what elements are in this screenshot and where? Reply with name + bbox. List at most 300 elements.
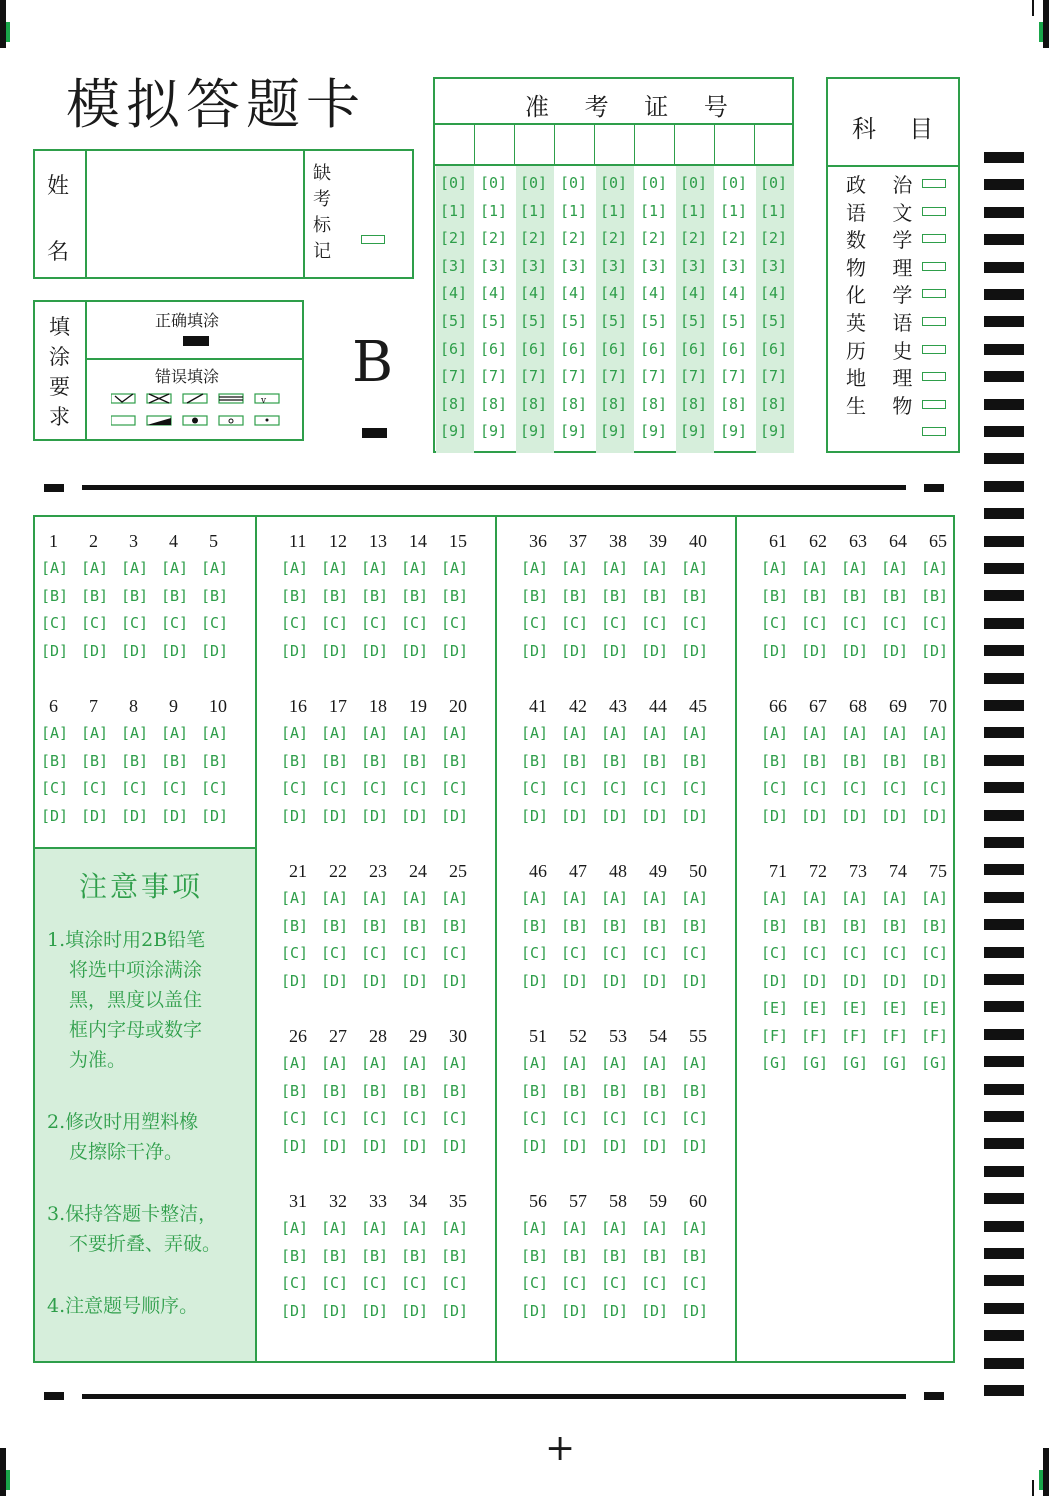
exam-id-bubble[interactable]: [5] [440,312,468,330]
exam-id-bubble[interactable]: [8] [760,394,788,413]
answer-bubble[interactable]: [D] [641,1301,669,1320]
answer-bubble[interactable]: [B] [361,916,389,935]
exam-id-bubble[interactable]: [1] [760,201,788,220]
answer-bubble[interactable]: [C] [601,1274,629,1292]
answer-bubble[interactable]: [C] [601,1109,629,1127]
answer-bubble[interactable]: [C] [841,614,869,632]
exam-id-bubble[interactable]: [9] [680,422,708,441]
answer-bubble[interactable]: [E] [761,999,789,1017]
answer-bubble[interactable]: [A] [281,724,309,742]
answer-bubble[interactable]: [D] [641,971,669,990]
answer-bubble[interactable]: [D] [361,641,389,660]
answer-bubble[interactable]: [D] [321,806,349,825]
answer-bubble[interactable]: [C] [121,779,149,797]
answer-bubble[interactable]: [D] [641,806,669,825]
answer-bubble[interactable]: [A] [161,559,189,577]
exam-id-bubble[interactable]: [1] [680,201,708,220]
answer-bubble[interactable]: [A] [401,559,429,577]
answer-bubble[interactable]: [C] [441,944,469,962]
answer-bubble[interactable]: [A] [521,559,549,577]
answer-bubble[interactable]: [D] [321,641,349,660]
answer-bubble[interactable]: [C] [921,944,949,962]
answer-bubble[interactable]: [C] [561,779,589,797]
answer-bubble[interactable]: [B] [561,751,589,770]
answer-bubble[interactable]: [C] [361,944,389,962]
answer-bubble[interactable]: [A] [521,1219,549,1237]
answer-bubble[interactable]: [B] [681,751,709,770]
exam-id-bubble[interactable]: [2] [440,229,468,248]
answer-bubble[interactable]: [C] [281,1109,309,1127]
answer-bubble[interactable]: [B] [361,751,389,770]
exam-id-bubble[interactable]: [7] [760,367,788,386]
answer-bubble[interactable]: [A] [361,889,389,907]
answer-bubble[interactable]: [D] [561,806,589,825]
exam-id-bubble[interactable]: [7] [560,367,588,386]
answer-bubble[interactable]: [B] [521,1246,549,1265]
answer-bubble[interactable]: [B] [121,586,149,605]
answer-bubble[interactable]: [A] [881,724,909,742]
answer-bubble[interactable]: [A] [641,724,669,742]
answer-bubble[interactable]: [A] [161,724,189,742]
answer-bubble[interactable]: [A] [681,724,709,742]
answer-bubble[interactable]: [D] [521,1136,549,1155]
exam-id-bubble[interactable]: [0] [480,174,508,192]
answer-bubble[interactable]: [D] [561,971,589,990]
answer-bubble[interactable]: [D] [401,806,429,825]
exam-id-bubble[interactable]: [4] [720,284,748,303]
exam-id-bubble[interactable]: [5] [600,312,628,330]
answer-bubble[interactable]: [D] [681,1301,709,1320]
subject-bubble[interactable] [922,400,946,409]
answer-bubble[interactable]: [A] [681,1219,709,1237]
answer-bubble[interactable]: [C] [161,614,189,632]
answer-bubble[interactable]: [A] [41,559,69,577]
answer-bubble[interactable]: [D] [361,1301,389,1320]
answer-bubble[interactable]: [B] [41,751,69,770]
exam-id-bubble[interactable]: [8] [520,394,548,413]
answer-bubble[interactable]: [D] [641,1136,669,1155]
exam-id-bubble[interactable]: [8] [720,394,748,413]
answer-bubble[interactable]: [A] [521,889,549,907]
answer-bubble[interactable]: [A] [281,1219,309,1237]
answer-bubble[interactable]: [D] [801,806,829,825]
answer-bubble[interactable]: [A] [841,724,869,742]
answer-bubble[interactable]: [C] [641,779,669,797]
subject-bubble[interactable] [922,262,946,271]
exam-id-bubble[interactable]: [2] [560,229,588,248]
answer-bubble[interactable]: [A] [801,889,829,907]
answer-bubble[interactable]: [D] [401,1136,429,1155]
answer-bubble[interactable]: [D] [801,641,829,660]
answer-bubble[interactable]: [A] [601,1054,629,1072]
answer-bubble[interactable]: [A] [641,1219,669,1237]
answer-bubble[interactable]: [A] [921,889,949,907]
answer-bubble[interactable]: [B] [521,1081,549,1100]
answer-bubble[interactable]: [C] [321,779,349,797]
answer-bubble[interactable]: [B] [441,916,469,935]
exam-id-bubble[interactable]: [5] [520,312,548,330]
answer-bubble[interactable]: [C] [881,614,909,632]
answer-bubble[interactable]: [B] [281,1081,309,1100]
answer-bubble[interactable]: [C] [361,1109,389,1127]
answer-bubble[interactable]: [A] [801,559,829,577]
exam-id-bubble[interactable]: [1] [440,201,468,220]
answer-bubble[interactable]: [B] [201,586,229,605]
answer-bubble[interactable]: [C] [921,779,949,797]
answer-bubble[interactable]: [C] [601,614,629,632]
answer-bubble[interactable]: [D] [881,806,909,825]
answer-bubble[interactable]: [E] [921,999,949,1017]
answer-bubble[interactable]: [C] [441,1274,469,1292]
answer-bubble[interactable]: [B] [521,586,549,605]
subject-bubble[interactable] [922,207,946,216]
exam-id-bubble[interactable]: [7] [520,367,548,386]
answer-bubble[interactable]: [D] [601,806,629,825]
answer-bubble[interactable]: [C] [201,614,229,632]
exam-id-bubble[interactable]: [1] [720,201,748,220]
exam-id-bubble[interactable]: [2] [640,229,668,248]
answer-bubble[interactable]: [A] [641,1054,669,1072]
answer-bubble[interactable]: [D] [401,971,429,990]
answer-bubble[interactable]: [B] [921,916,949,935]
answer-bubble[interactable]: [B] [641,751,669,770]
subject-bubble[interactable] [922,179,946,188]
answer-bubble[interactable]: [B] [921,586,949,605]
answer-bubble[interactable]: [A] [321,559,349,577]
answer-bubble[interactable]: [C] [761,614,789,632]
answer-bubble[interactable]: [A] [321,1054,349,1072]
exam-id-bubble[interactable]: [5] [560,312,588,330]
answer-bubble[interactable]: [B] [601,1081,629,1100]
answer-bubble[interactable]: [D] [441,806,469,825]
answer-bubble[interactable]: [D] [841,971,869,990]
answer-bubble[interactable]: [B] [81,586,109,605]
answer-bubble[interactable]: [B] [401,751,429,770]
answer-bubble[interactable]: [B] [401,1246,429,1265]
exam-id-bubble[interactable]: [0] [440,174,468,192]
answer-bubble[interactable]: [F] [801,1026,829,1045]
answer-bubble[interactable]: [B] [641,1246,669,1265]
exam-id-bubble[interactable]: [3] [560,256,588,275]
answer-bubble[interactable]: [C] [681,1109,709,1127]
answer-bubble[interactable]: [C] [441,1109,469,1127]
exam-id-bubble[interactable]: [7] [720,367,748,386]
answer-bubble[interactable]: [B] [641,1081,669,1100]
answer-bubble[interactable]: [C] [441,779,469,797]
answer-bubble[interactable]: [A] [41,724,69,742]
answer-bubble[interactable]: [A] [441,559,469,577]
answer-bubble[interactable]: [B] [801,751,829,770]
answer-bubble[interactable]: [B] [921,751,949,770]
answer-bubble[interactable]: [C] [161,779,189,797]
answer-bubble[interactable]: [B] [881,751,909,770]
answer-bubble[interactable]: [A] [881,889,909,907]
answer-bubble[interactable]: [B] [281,751,309,770]
answer-bubble[interactable]: [C] [41,779,69,797]
exam-id-bubble[interactable]: [2] [520,229,548,248]
answer-bubble[interactable]: [D] [441,641,469,660]
answer-bubble[interactable]: [D] [121,641,149,660]
answer-bubble[interactable]: [B] [681,1081,709,1100]
answer-bubble[interactable]: [C] [401,1109,429,1127]
answer-bubble[interactable]: [D] [121,806,149,825]
answer-bubble[interactable]: [B] [761,916,789,935]
answer-bubble[interactable]: [D] [881,971,909,990]
answer-bubble[interactable]: [A] [321,889,349,907]
exam-id-bubble[interactable]: [4] [560,284,588,303]
exam-id-bubble[interactable]: [9] [640,422,668,441]
answer-bubble[interactable]: [D] [681,641,709,660]
exam-id-bubble[interactable]: [6] [640,339,668,358]
answer-bubble[interactable]: [A] [561,1219,589,1237]
answer-bubble[interactable]: [D] [801,971,829,990]
answer-bubble[interactable]: [B] [641,916,669,935]
answer-bubble[interactable]: [A] [201,724,229,742]
answer-bubble[interactable]: [C] [921,614,949,632]
answer-bubble[interactable]: [C] [521,779,549,797]
answer-bubble[interactable]: [B] [401,586,429,605]
answer-bubble[interactable]: [A] [681,559,709,577]
answer-bubble[interactable]: [A] [441,1219,469,1237]
answer-bubble[interactable]: [F] [761,1026,789,1045]
answer-bubble[interactable]: [D] [81,641,109,660]
answer-bubble[interactable]: [A] [601,1219,629,1237]
answer-bubble[interactable]: [A] [401,1219,429,1237]
exam-id-bubble[interactable]: [9] [480,422,508,441]
answer-bubble[interactable]: [D] [521,971,549,990]
answer-bubble[interactable]: [C] [681,944,709,962]
exam-id-bubble[interactable]: [8] [600,394,628,413]
answer-bubble[interactable]: [B] [361,1246,389,1265]
exam-id-bubble[interactable]: [0] [600,174,628,192]
answer-bubble[interactable]: [A] [361,559,389,577]
answer-bubble[interactable]: [C] [321,1274,349,1292]
answer-bubble[interactable]: [D] [601,971,629,990]
answer-bubble[interactable]: [G] [921,1054,949,1072]
absent-mark-box[interactable] [361,235,385,244]
answer-bubble[interactable]: [B] [601,916,629,935]
exam-id-bubble[interactable]: [2] [720,229,748,248]
answer-bubble[interactable]: [A] [401,889,429,907]
answer-bubble[interactable]: [B] [801,916,829,935]
answer-bubble[interactable]: [C] [641,614,669,632]
answer-bubble[interactable]: [B] [681,586,709,605]
answer-bubble[interactable]: [D] [281,806,309,825]
answer-bubble[interactable]: [D] [681,971,709,990]
answer-bubble[interactable]: [C] [841,779,869,797]
subject-bubble[interactable] [922,372,946,381]
answer-bubble[interactable]: [A] [361,1054,389,1072]
answer-bubble[interactable]: [D] [321,1136,349,1155]
answer-bubble[interactable]: [D] [761,971,789,990]
answer-bubble[interactable]: [A] [561,559,589,577]
answer-bubble[interactable]: [A] [281,1054,309,1072]
exam-id-bubble[interactable]: [2] [760,229,788,248]
exam-id-bubble[interactable]: [0] [720,174,748,192]
answer-bubble[interactable]: [A] [441,1054,469,1072]
answer-bubble[interactable]: [D] [841,641,869,660]
exam-id-bubble[interactable]: [2] [480,229,508,248]
subject-bubble[interactable] [922,427,946,436]
exam-id-bubble[interactable]: [5] [480,312,508,330]
exam-id-bubble[interactable]: [1] [480,201,508,220]
exam-id-bubble[interactable]: [4] [480,284,508,303]
answer-bubble[interactable]: [B] [121,751,149,770]
answer-bubble[interactable]: [A] [441,724,469,742]
answer-bubble[interactable]: [D] [761,806,789,825]
answer-bubble[interactable]: [C] [601,779,629,797]
answer-bubble[interactable]: [B] [161,586,189,605]
answer-bubble[interactable]: [D] [401,1301,429,1320]
exam-id-bubble[interactable]: [4] [600,284,628,303]
answer-bubble[interactable]: [C] [561,1274,589,1292]
exam-id-bubble[interactable]: [6] [760,339,788,358]
answer-bubble[interactable]: [B] [401,1081,429,1100]
answer-bubble[interactable]: [D] [441,1301,469,1320]
exam-id-bubble[interactable]: [6] [560,339,588,358]
exam-id-bubble[interactable]: [5] [680,312,708,330]
answer-bubble[interactable]: [D] [841,806,869,825]
answer-bubble[interactable]: [C] [681,614,709,632]
answer-bubble[interactable]: [D] [41,641,69,660]
answer-bubble[interactable]: [C] [561,944,589,962]
answer-bubble[interactable]: [D] [81,806,109,825]
answer-bubble[interactable]: [A] [681,1054,709,1072]
answer-bubble[interactable]: [A] [441,889,469,907]
exam-id-bubble[interactable]: [1] [600,201,628,220]
answer-bubble[interactable]: [C] [561,1109,589,1127]
exam-id-bubble[interactable]: [5] [760,312,788,330]
answer-bubble[interactable]: [A] [761,889,789,907]
exam-id-bubble[interactable]: [4] [680,284,708,303]
answer-bubble[interactable]: [C] [601,944,629,962]
answer-bubble[interactable]: [D] [921,971,949,990]
answer-bubble[interactable]: [C] [801,614,829,632]
answer-bubble[interactable]: [C] [201,779,229,797]
answer-bubble[interactable]: [C] [401,1274,429,1292]
answer-bubble[interactable]: [C] [641,1274,669,1292]
answer-bubble[interactable]: [D] [201,806,229,825]
answer-bubble[interactable]: [C] [841,944,869,962]
answer-bubble[interactable]: [A] [121,559,149,577]
answer-bubble[interactable]: [G] [841,1054,869,1072]
answer-bubble[interactable]: [C] [441,614,469,632]
answer-bubble[interactable]: [D] [361,1136,389,1155]
exam-id-bubble[interactable]: [0] [640,174,668,192]
answer-bubble[interactable]: [D] [561,1136,589,1155]
answer-bubble[interactable]: [A] [601,559,629,577]
answer-bubble[interactable]: [F] [921,1026,949,1045]
answer-bubble[interactable]: [B] [841,586,869,605]
exam-id-bubble[interactable]: [8] [560,394,588,413]
answer-bubble[interactable]: [A] [281,889,309,907]
exam-id-bubble[interactable]: [3] [760,256,788,275]
exam-id-bubble[interactable]: [7] [440,367,468,386]
answer-bubble[interactable]: [D] [641,641,669,660]
answer-bubble[interactable]: [A] [81,559,109,577]
exam-id-bubble[interactable]: [0] [760,174,788,192]
exam-id-bubble[interactable]: [4] [640,284,668,303]
answer-bubble[interactable]: [B] [41,586,69,605]
answer-bubble[interactable]: [B] [321,916,349,935]
answer-bubble[interactable]: [E] [881,999,909,1017]
answer-bubble[interactable]: [B] [561,586,589,605]
answer-bubble[interactable]: [D] [521,1301,549,1320]
exam-id-bubble[interactable]: [6] [600,339,628,358]
exam-id-bubble[interactable]: [5] [640,312,668,330]
answer-bubble[interactable]: [B] [521,916,549,935]
answer-bubble[interactable]: [F] [881,1026,909,1045]
answer-bubble[interactable]: [D] [601,1301,629,1320]
answer-bubble[interactable]: [C] [81,779,109,797]
exam-id-bubble[interactable]: [3] [640,256,668,275]
answer-bubble[interactable]: [C] [361,1274,389,1292]
answer-bubble[interactable]: [C] [321,614,349,632]
answer-bubble[interactable]: [A] [761,559,789,577]
answer-bubble[interactable]: [B] [201,751,229,770]
answer-bubble[interactable]: [C] [761,944,789,962]
answer-bubble[interactable]: [C] [281,614,309,632]
answer-bubble[interactable]: [B] [521,751,549,770]
answer-bubble[interactable]: [D] [361,806,389,825]
answer-bubble[interactable]: [A] [641,889,669,907]
answer-bubble[interactable]: [A] [921,724,949,742]
answer-bubble[interactable]: [D] [881,641,909,660]
answer-bubble[interactable]: [D] [321,971,349,990]
answer-bubble[interactable]: [D] [361,971,389,990]
answer-bubble[interactable]: [D] [681,806,709,825]
answer-bubble[interactable]: [D] [281,1301,309,1320]
answer-bubble[interactable]: [B] [161,751,189,770]
exam-id-bubble[interactable]: [7] [640,367,668,386]
answer-bubble[interactable]: [B] [561,1081,589,1100]
answer-bubble[interactable]: [D] [601,641,629,660]
answer-bubble[interactable]: [A] [401,724,429,742]
exam-id-bubble[interactable]: [3] [720,256,748,275]
answer-bubble[interactable]: [B] [321,586,349,605]
answer-bubble[interactable]: [C] [881,779,909,797]
exam-id-bubble[interactable]: [3] [440,256,468,275]
answer-bubble[interactable]: [C] [401,779,429,797]
exam-id-bubble[interactable]: [2] [600,229,628,248]
answer-bubble[interactable]: [A] [521,724,549,742]
answer-bubble[interactable]: [C] [41,614,69,632]
exam-id-bubble[interactable]: [9] [760,422,788,441]
answer-bubble[interactable]: [B] [881,586,909,605]
answer-bubble[interactable]: [C] [881,944,909,962]
exam-id-bubble[interactable]: [1] [560,201,588,220]
exam-id-bubble[interactable]: [3] [600,256,628,275]
exam-id-bubble[interactable]: [4] [520,284,548,303]
answer-bubble[interactable]: [C] [281,1274,309,1292]
answer-bubble[interactable]: [A] [681,889,709,907]
answer-bubble[interactable]: [B] [841,916,869,935]
answer-bubble[interactable]: [D] [521,641,549,660]
answer-bubble[interactable]: [D] [41,806,69,825]
answer-bubble[interactable]: [G] [801,1054,829,1072]
answer-bubble[interactable]: [D] [441,1136,469,1155]
exam-id-bubble[interactable]: [4] [440,284,468,303]
answer-bubble[interactable]: [D] [401,641,429,660]
exam-id-bubble[interactable]: [8] [640,394,668,413]
answer-bubble[interactable]: [A] [841,559,869,577]
exam-id-bubble[interactable]: [3] [480,256,508,275]
answer-bubble[interactable]: [A] [521,1054,549,1072]
answer-bubble[interactable]: [C] [801,944,829,962]
answer-bubble[interactable]: [B] [441,586,469,605]
exam-id-bubble[interactable]: [8] [480,394,508,413]
answer-bubble[interactable]: [B] [841,751,869,770]
